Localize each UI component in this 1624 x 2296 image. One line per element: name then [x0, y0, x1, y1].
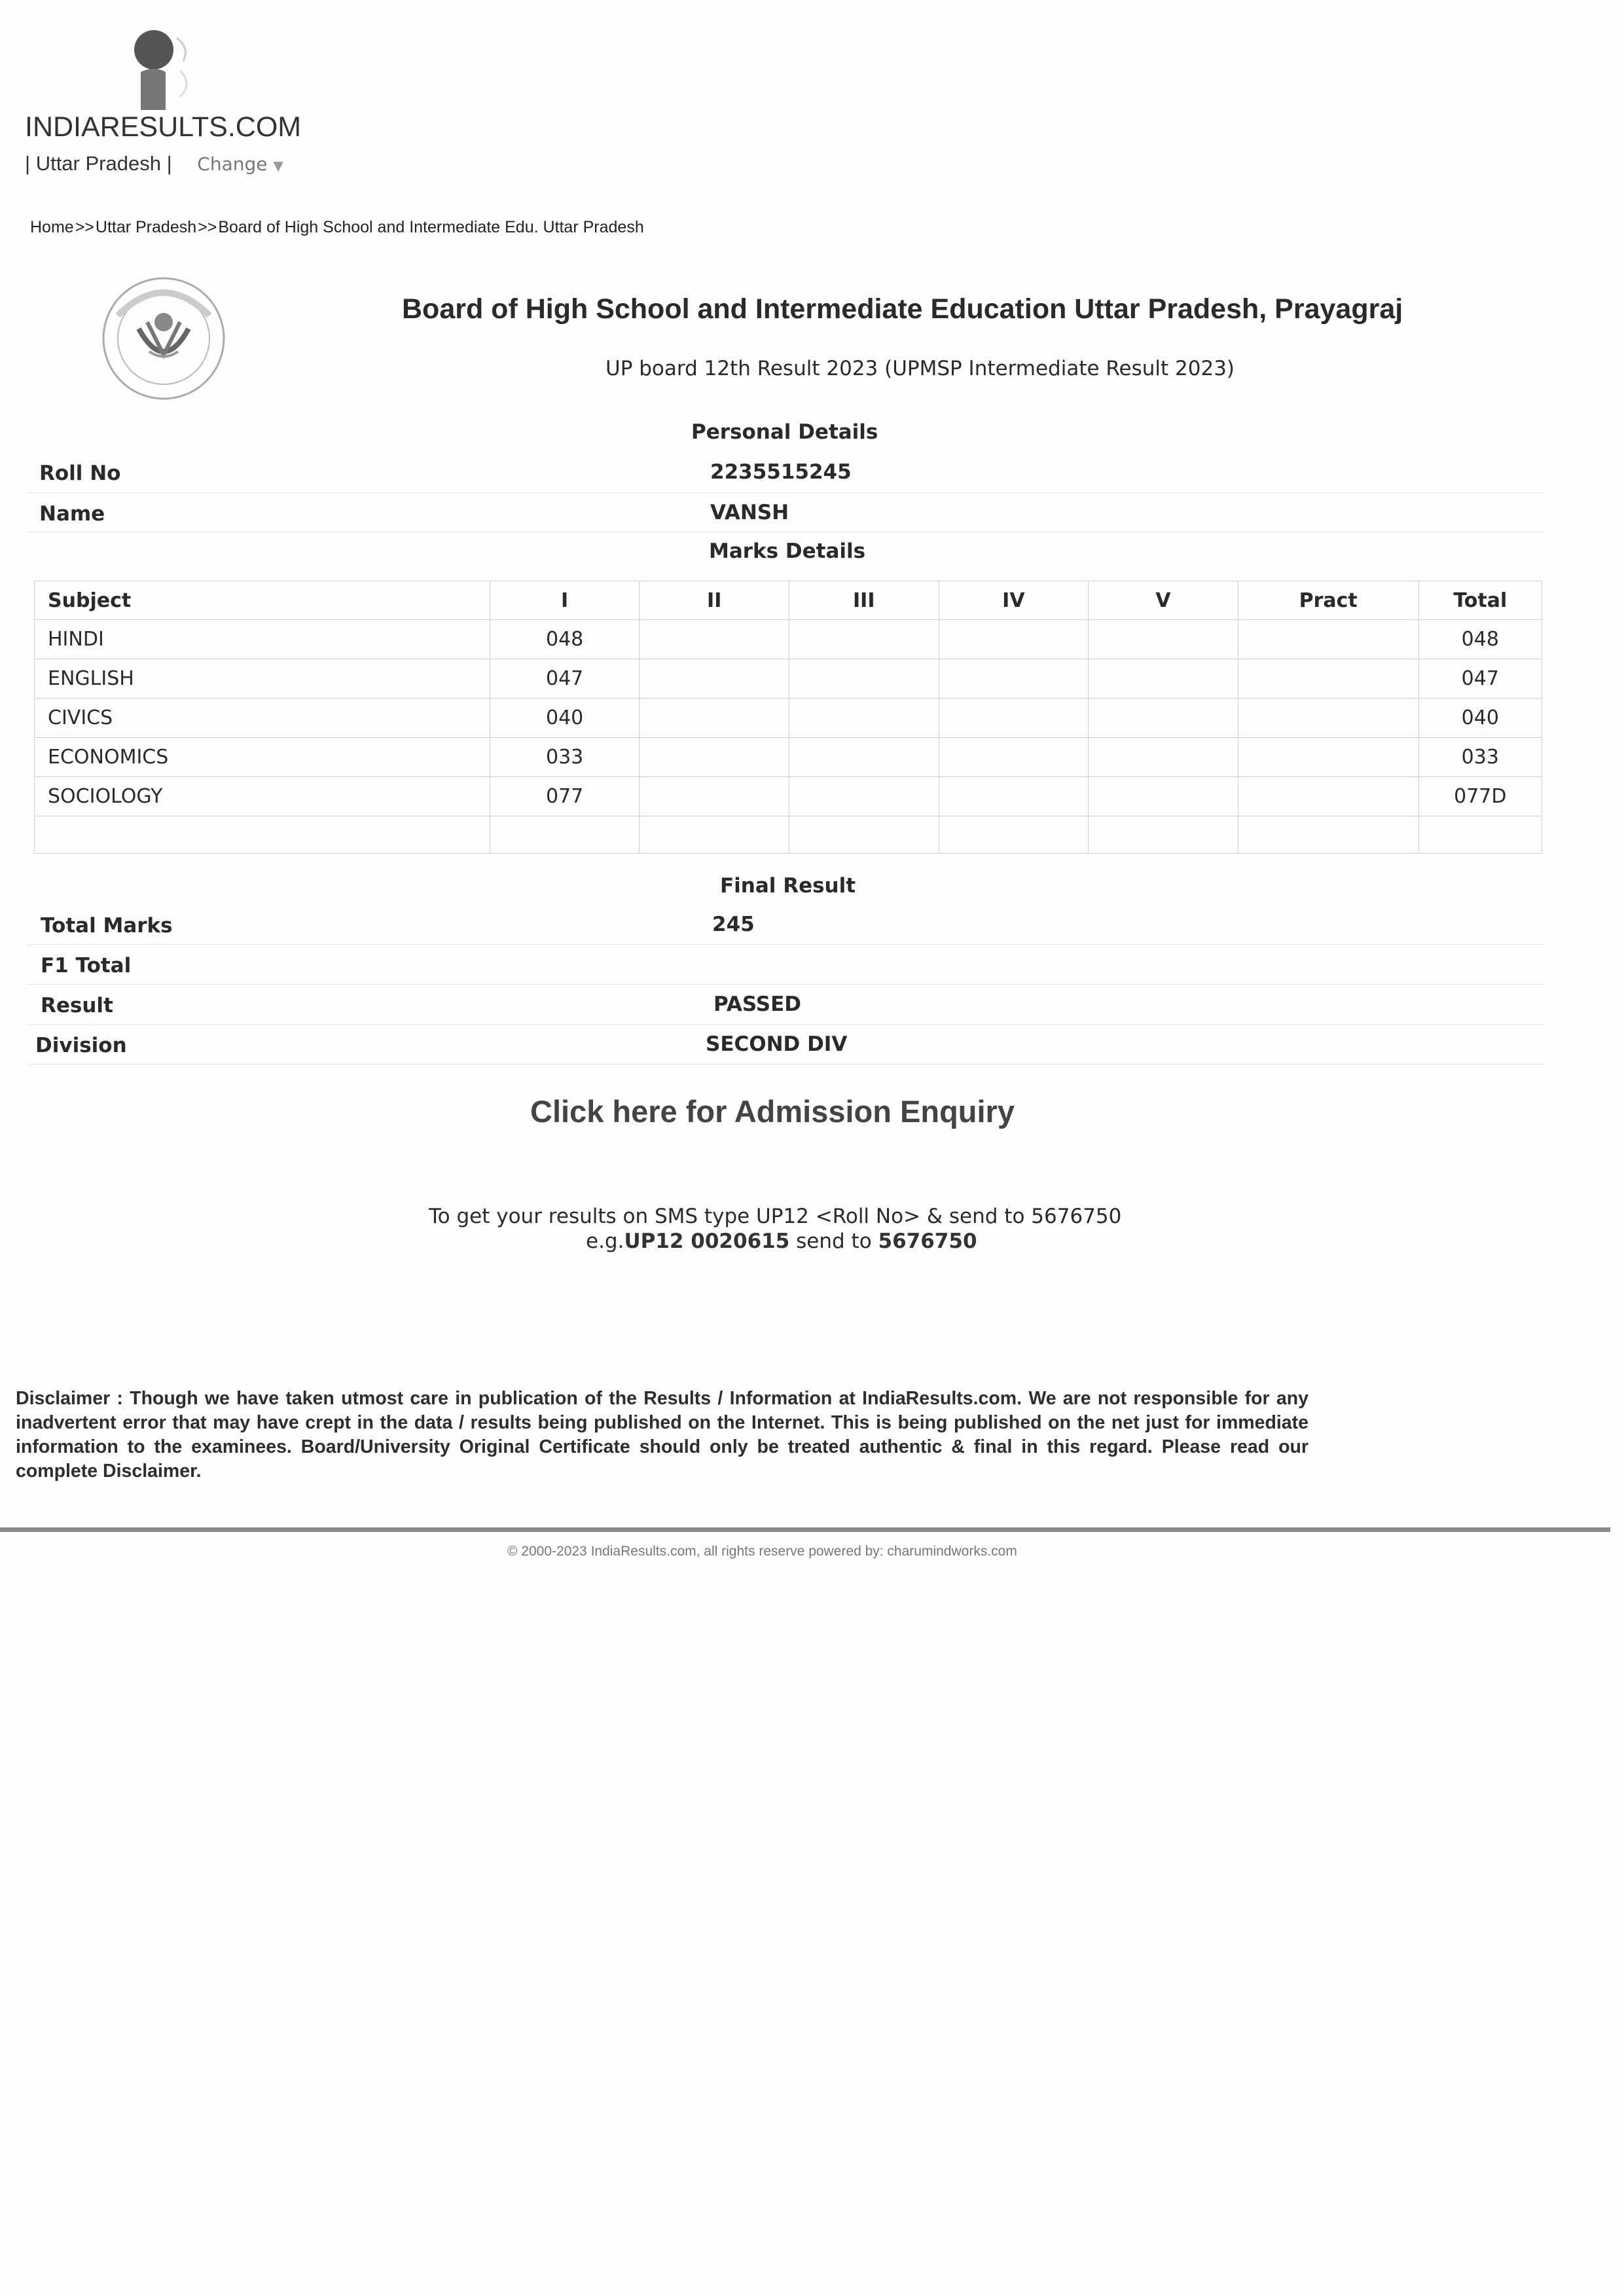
column-header: V [1089, 581, 1238, 620]
up-government-seal-icon [98, 276, 232, 401]
caret-down-icon: ▼ [273, 158, 283, 173]
name-label: Name [39, 502, 105, 526]
marks-cell [640, 620, 789, 659]
sms-example-code: UP12 0020615 [624, 1230, 790, 1253]
marks-cell: 040 [490, 699, 640, 738]
breadcrumb [30, 218, 644, 237]
marks-cell [939, 738, 1089, 777]
total-cell: 033 [1418, 738, 1542, 777]
change-state-link[interactable]: Change ▼ [197, 153, 283, 175]
marks-cell [1238, 738, 1418, 777]
marks-cell [1238, 777, 1418, 816]
marks-cell [640, 659, 789, 699]
column-header: III [789, 581, 939, 620]
total-cell: 040 [1418, 699, 1542, 738]
breadcrumb-home[interactable]: Home [30, 218, 74, 236]
marks-cell [1089, 777, 1238, 816]
personal-details-heading: Personal Details [691, 420, 878, 444]
total-cell: 077D [1418, 777, 1542, 816]
marks-cell: 077 [490, 777, 640, 816]
breadcrumb-state[interactable]: Uttar Pradesh [95, 218, 197, 236]
marks-cell [789, 659, 939, 699]
table-row [35, 620, 1542, 659]
marks-cell [789, 620, 939, 659]
f1-total-label: F1 Total [41, 954, 132, 977]
disclaimer-text: Disclaimer : Though we have taken utmost care in publication of the Results / Information at IndiaResults.com. We are not responsible for any inadvertent error that may have crept in the data / results being published on the Internet. This is being published on the net just for immediate information to the examinees. Board/University Original Certificate should only be treated authentic & final in this regard. Please read our complete Disclaimer. [16, 1388, 1308, 1482]
marks-cell [939, 699, 1089, 738]
row-divider [26, 944, 1545, 945]
marks-cell [789, 699, 939, 738]
marks-details-heading: Marks Details [709, 539, 866, 563]
marks-cell [1089, 620, 1238, 659]
state-separator-right: | [166, 152, 172, 175]
sms-instruction: To get your results on SMS type UP12 <Roll No> & send to 5676750 [429, 1205, 1122, 1228]
marks-cell [789, 738, 939, 777]
subject-cell: ENGLISH [35, 659, 490, 699]
column-header: Subject [35, 581, 490, 620]
subject-cell: CIVICS [35, 699, 490, 738]
marks-cell [1089, 738, 1238, 777]
row-divider [26, 492, 1545, 493]
table-header-row [35, 581, 1542, 620]
marks-cell [939, 777, 1089, 816]
marks-table [34, 581, 1542, 854]
marks-cell [1238, 699, 1418, 738]
sms-example-number: 5676750 [878, 1230, 977, 1253]
table-row [35, 699, 1542, 738]
marks-cell: 047 [490, 659, 640, 699]
footer-copyright: © 2000-2023 IndiaResults.com, all rights reserve powered by: charumindworks.com [507, 1544, 1017, 1559]
marks-cell [789, 777, 939, 816]
table-row [35, 659, 1542, 699]
empty-table-row [35, 816, 1542, 854]
table-row [35, 738, 1542, 777]
marks-cell [1238, 620, 1418, 659]
result-value: PASSED [713, 993, 802, 1016]
state-separator-left: | [25, 152, 31, 175]
marks-cell [640, 738, 789, 777]
name-value: VANSH [710, 501, 789, 524]
result-label: Result [41, 994, 113, 1017]
marks-cell [939, 659, 1089, 699]
column-header: II [640, 581, 789, 620]
logo-icon[interactable] [128, 25, 200, 117]
column-header: Total [1418, 581, 1542, 620]
marks-cell [1089, 699, 1238, 738]
row-divider [26, 1024, 1545, 1025]
breadcrumb-separator: >> [198, 218, 217, 236]
final-result-heading: Final Result [720, 874, 856, 898]
subject-cell: ECONOMICS [35, 738, 490, 777]
site-logo-text[interactable]: INDIARESULTS.COM [25, 111, 302, 143]
state-name: Uttar Pradesh [35, 152, 161, 175]
board-title: Board of High School and Intermediate Education Uttar Pradesh, Prayagraj [402, 293, 1403, 325]
row-divider [26, 984, 1545, 985]
marks-cell [640, 777, 789, 816]
total-cell: 048 [1418, 620, 1542, 659]
column-header: Pract [1238, 581, 1418, 620]
admission-enquiry-link[interactable]: Click here for Admission Enquiry [530, 1094, 1015, 1129]
result-subtitle: UP board 12th Result 2023 (UPMSP Intermediate Result 2023) [605, 357, 1235, 380]
division-value: SECOND DIV [706, 1032, 848, 1056]
division-label: Division [35, 1034, 127, 1057]
marks-cell [1238, 659, 1418, 699]
subject-cell: HINDI [35, 620, 490, 659]
subject-cell: SOCIOLOGY [35, 777, 490, 816]
breadcrumb-separator: >> [75, 218, 94, 236]
roll-no-value: 2235515245 [710, 460, 852, 484]
row-divider [26, 1064, 1545, 1065]
state-selector [25, 152, 283, 175]
marks-cell: 048 [490, 620, 640, 659]
marks-cell [939, 620, 1089, 659]
breadcrumb-board[interactable]: Board of High School and Intermediate Edu. Uttar Pradesh [218, 218, 644, 236]
sms-example: e.g.UP12 0020615 send to 5676750 [586, 1230, 977, 1253]
roll-no-label: Roll No [39, 462, 121, 485]
column-header: IV [939, 581, 1089, 620]
marks-cell [1089, 659, 1238, 699]
footer-divider [0, 1527, 1610, 1532]
marks-cell: 033 [490, 738, 640, 777]
marks-cell [640, 699, 789, 738]
total-marks-value: 245 [712, 913, 755, 936]
table-row [35, 777, 1542, 816]
total-cell: 047 [1418, 659, 1542, 699]
total-marks-label: Total Marks [41, 914, 173, 938]
column-header: I [490, 581, 640, 620]
